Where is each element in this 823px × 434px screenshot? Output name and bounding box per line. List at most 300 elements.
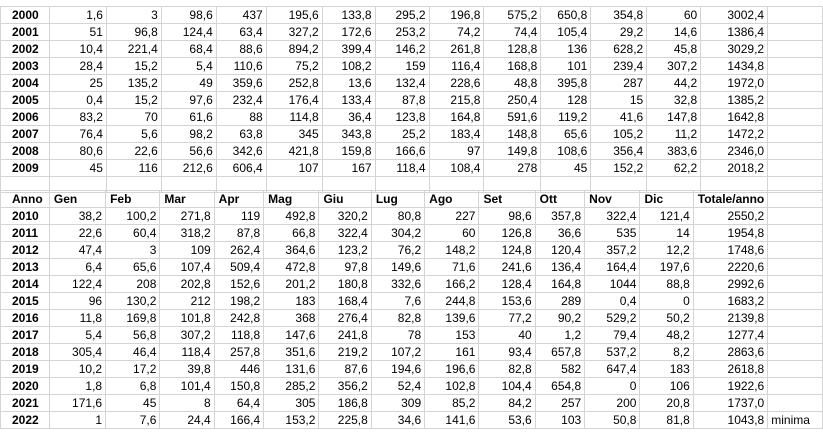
value-cell[interactable]: 383,6: [647, 143, 701, 160]
value-cell[interactable]: 124,8: [479, 242, 535, 259]
value-cell[interactable]: 200: [585, 395, 640, 412]
value-cell[interactable]: 262,4: [214, 242, 264, 259]
value-cell[interactable]: 121,4: [640, 208, 693, 225]
value-cell[interactable]: 36,4: [322, 109, 375, 126]
value-cell[interactable]: 135,2: [106, 75, 161, 92]
value-cell[interactable]: 77,2: [479, 310, 535, 327]
value-cell[interactable]: 10,2: [49, 361, 105, 378]
value-cell[interactable]: 169,8: [106, 310, 160, 327]
value-cell[interactable]: 11,2: [647, 126, 701, 143]
value-cell[interactable]: 0,4: [585, 293, 640, 310]
value-cell[interactable]: 276,4: [319, 310, 371, 327]
value-cell[interactable]: 34,6: [371, 412, 424, 429]
empty-cell[interactable]: [768, 191, 823, 208]
column-header[interactable]: Gen: [49, 191, 105, 208]
value-cell[interactable]: 101: [541, 58, 591, 75]
value-cell[interactable]: 359,6: [216, 75, 266, 92]
note-cell[interactable]: [768, 259, 823, 276]
value-cell[interactable]: 14: [640, 225, 693, 242]
value-cell[interactable]: 168,4: [319, 293, 371, 310]
value-cell[interactable]: 147,8: [647, 109, 701, 126]
value-cell[interactable]: 62,2: [647, 160, 701, 177]
year-cell[interactable]: 2016: [1, 310, 50, 327]
value-cell[interactable]: 3002,4: [701, 7, 768, 24]
value-cell[interactable]: 47,4: [49, 242, 105, 259]
value-cell[interactable]: 3: [106, 7, 161, 24]
value-cell[interactable]: 78: [371, 327, 424, 344]
value-cell[interactable]: 147,6: [264, 327, 319, 344]
value-cell[interactable]: 136,4: [535, 259, 585, 276]
value-cell[interactable]: 492,8: [264, 208, 319, 225]
value-cell[interactable]: 148,8: [484, 126, 541, 143]
value-cell[interactable]: 208: [106, 276, 160, 293]
value-cell[interactable]: 1922,6: [693, 378, 767, 395]
value-cell[interactable]: 212,6: [161, 160, 216, 177]
value-cell[interactable]: 133,4: [322, 92, 375, 109]
value-cell[interactable]: 215,8: [429, 92, 484, 109]
value-cell[interactable]: 96,8: [106, 24, 161, 41]
value-cell[interactable]: 357,2: [585, 242, 640, 259]
value-cell[interactable]: 44,2: [647, 75, 701, 92]
value-cell[interactable]: 52,4: [371, 378, 424, 395]
year-cell[interactable]: 2017: [1, 327, 50, 344]
value-cell[interactable]: 25: [49, 75, 106, 92]
value-cell[interactable]: 15: [591, 92, 647, 109]
value-cell[interactable]: 252,8: [266, 75, 322, 92]
note-cell[interactable]: [768, 378, 823, 395]
value-cell[interactable]: 307,2: [647, 58, 701, 75]
value-cell[interactable]: 116: [106, 160, 161, 177]
value-cell[interactable]: 166,2: [425, 276, 479, 293]
value-cell[interactable]: 108,2: [322, 58, 375, 75]
rainfall-table-2010-2022[interactable]: [0, 190, 823, 429]
value-cell[interactable]: 80,8: [371, 208, 424, 225]
value-cell[interactable]: 118,4: [160, 344, 214, 361]
value-cell[interactable]: 186,8: [319, 395, 371, 412]
value-cell[interactable]: 28,4: [49, 58, 106, 75]
value-cell[interactable]: 164,8: [535, 276, 585, 293]
value-cell[interactable]: 85,2: [425, 395, 479, 412]
value-cell[interactable]: 537,2: [585, 344, 640, 361]
value-cell[interactable]: 472,8: [264, 259, 319, 276]
value-cell[interactable]: 1: [49, 412, 105, 429]
value-cell[interactable]: 228,6: [429, 75, 484, 92]
value-cell[interactable]: 98,6: [161, 7, 216, 24]
value-cell[interactable]: 271,8: [160, 208, 214, 225]
value-cell[interactable]: 100,2: [106, 208, 160, 225]
value-cell[interactable]: 535: [585, 225, 640, 242]
year-cell[interactable]: 2000: [1, 7, 50, 24]
value-cell[interactable]: 241,8: [319, 327, 371, 344]
value-cell[interactable]: 106: [640, 378, 693, 395]
note-cell[interactable]: [768, 361, 823, 378]
value-cell[interactable]: 128,4: [479, 276, 535, 293]
value-cell[interactable]: 2346,0: [701, 143, 768, 160]
note-cell[interactable]: [768, 225, 823, 242]
value-cell[interactable]: 261,8: [429, 41, 484, 58]
value-cell[interactable]: 90,2: [535, 310, 585, 327]
value-cell[interactable]: 108,4: [429, 160, 484, 177]
value-cell[interactable]: 244,8: [425, 293, 479, 310]
value-cell[interactable]: 48,2: [640, 327, 693, 344]
value-cell[interactable]: 201,2: [264, 276, 319, 293]
value-cell[interactable]: 0: [640, 293, 693, 310]
value-cell[interactable]: 68,4: [161, 41, 216, 58]
year-cell[interactable]: 2001: [1, 24, 50, 41]
value-cell[interactable]: 97: [429, 143, 484, 160]
value-cell[interactable]: 118,4: [375, 160, 429, 177]
note-cell[interactable]: [768, 208, 823, 225]
value-cell[interactable]: 87,6: [319, 361, 371, 378]
value-cell[interactable]: 51: [49, 24, 106, 41]
value-cell[interactable]: 318,2: [160, 225, 214, 242]
value-cell[interactable]: 108,6: [541, 143, 591, 160]
value-cell[interactable]: 212: [160, 293, 214, 310]
value-cell[interactable]: 364,6: [264, 242, 319, 259]
year-cell[interactable]: 2009: [1, 160, 50, 177]
value-cell[interactable]: 354,8: [591, 7, 647, 24]
value-cell[interactable]: 11,8: [49, 310, 105, 327]
value-cell[interactable]: 8,2: [640, 344, 693, 361]
value-cell[interactable]: 1043,8: [693, 412, 767, 429]
year-cell[interactable]: 2011: [1, 225, 50, 242]
value-cell[interactable]: 159,8: [322, 143, 375, 160]
value-cell[interactable]: 176,4: [266, 92, 322, 109]
value-cell[interactable]: 1277,4: [693, 327, 767, 344]
value-cell[interactable]: 83,2: [49, 109, 106, 126]
value-cell[interactable]: 591,6: [484, 109, 541, 126]
value-cell[interactable]: 242,8: [214, 310, 264, 327]
value-cell[interactable]: 650,8: [541, 7, 591, 24]
value-cell[interactable]: 98,2: [161, 126, 216, 143]
value-cell[interactable]: 32,8: [647, 92, 701, 109]
value-cell[interactable]: 647,4: [585, 361, 640, 378]
value-cell[interactable]: 105,4: [541, 24, 591, 41]
value-cell[interactable]: 15,2: [106, 92, 161, 109]
value-cell[interactable]: 14,6: [647, 24, 701, 41]
note-cell[interactable]: [768, 7, 823, 24]
value-cell[interactable]: 399,4: [322, 41, 375, 58]
note-cell[interactable]: [768, 276, 823, 293]
value-cell[interactable]: 150,8: [214, 378, 264, 395]
year-cell[interactable]: 2004: [1, 75, 50, 92]
value-cell[interactable]: 202,8: [160, 276, 214, 293]
value-cell[interactable]: 225,8: [319, 412, 371, 429]
value-cell[interactable]: 22,6: [106, 143, 161, 160]
value-cell[interactable]: 168,8: [484, 58, 541, 75]
value-cell[interactable]: 3029,2: [701, 41, 768, 58]
value-cell[interactable]: 1472,2: [701, 126, 768, 143]
note-cell[interactable]: [768, 327, 823, 344]
value-cell[interactable]: 66,8: [264, 225, 319, 242]
value-cell[interactable]: 22,6: [49, 225, 105, 242]
value-cell[interactable]: 332,6: [371, 276, 424, 293]
value-cell[interactable]: 107,4: [160, 259, 214, 276]
value-cell[interactable]: 12,2: [640, 242, 693, 259]
value-cell[interactable]: 97,8: [319, 259, 371, 276]
value-cell[interactable]: 84,2: [479, 395, 535, 412]
value-cell[interactable]: 119: [214, 208, 264, 225]
value-cell[interactable]: 96: [49, 293, 105, 310]
value-cell[interactable]: 894,2: [266, 41, 322, 58]
value-cell[interactable]: 1737,0: [693, 395, 767, 412]
note-cell[interactable]: [768, 41, 823, 58]
value-cell[interactable]: 1,2: [535, 327, 585, 344]
value-cell[interactable]: 29,2: [591, 24, 647, 41]
column-header[interactable]: Feb: [106, 191, 160, 208]
value-cell[interactable]: 198,2: [214, 293, 264, 310]
value-cell[interactable]: 148,2: [425, 242, 479, 259]
value-cell[interactable]: 13,6: [322, 75, 375, 92]
value-cell[interactable]: 196,8: [429, 7, 484, 24]
value-cell[interactable]: 5,4: [49, 327, 105, 344]
value-cell[interactable]: 305,4: [49, 344, 105, 361]
value-cell[interactable]: 88: [216, 109, 266, 126]
value-cell[interactable]: 164,8: [429, 109, 484, 126]
year-cell[interactable]: 2008: [1, 143, 50, 160]
column-header[interactable]: Lug: [371, 191, 424, 208]
column-header[interactable]: Giu: [319, 191, 371, 208]
value-cell[interactable]: 76,2: [371, 242, 424, 259]
note-cell[interactable]: [768, 293, 823, 310]
value-cell[interactable]: 53,6: [479, 412, 535, 429]
value-cell[interactable]: 88,8: [640, 276, 693, 293]
note-cell[interactable]: [768, 143, 823, 160]
value-cell[interactable]: 88,6: [216, 41, 266, 58]
value-cell[interactable]: 0,4: [49, 92, 106, 109]
year-cell[interactable]: 2003: [1, 58, 50, 75]
value-cell[interactable]: 628,2: [591, 41, 647, 58]
value-cell[interactable]: 327,2: [266, 24, 322, 41]
value-cell[interactable]: 141,6: [425, 412, 479, 429]
value-cell[interactable]: 60: [425, 225, 479, 242]
value-cell[interactable]: 227: [425, 208, 479, 225]
value-cell[interactable]: 395,8: [541, 75, 591, 92]
value-cell[interactable]: 368: [264, 310, 319, 327]
value-cell[interactable]: 10,4: [49, 41, 106, 58]
value-cell[interactable]: 131,6: [264, 361, 319, 378]
value-cell[interactable]: 1954,8: [693, 225, 767, 242]
value-cell[interactable]: 101,4: [160, 378, 214, 395]
year-cell[interactable]: 2002: [1, 41, 50, 58]
value-cell[interactable]: 74,2: [429, 24, 484, 41]
year-cell[interactable]: 2014: [1, 276, 50, 293]
value-cell[interactable]: 7,6: [371, 293, 424, 310]
value-cell[interactable]: 76,4: [49, 126, 106, 143]
value-cell[interactable]: 342,6: [216, 143, 266, 160]
value-cell[interactable]: 421,8: [266, 143, 322, 160]
value-cell[interactable]: 110,6: [216, 58, 266, 75]
value-cell[interactable]: 45: [106, 395, 160, 412]
value-cell[interactable]: 25,2: [375, 126, 429, 143]
value-cell[interactable]: 105,2: [591, 126, 647, 143]
column-header[interactable]: Nov: [585, 191, 640, 208]
value-cell[interactable]: 116,4: [429, 58, 484, 75]
value-cell[interactable]: 2220,6: [693, 259, 767, 276]
value-cell[interactable]: 356,4: [591, 143, 647, 160]
year-cell[interactable]: 2015: [1, 293, 50, 310]
value-cell[interactable]: 309: [371, 395, 424, 412]
note-cell[interactable]: [768, 310, 823, 327]
value-cell[interactable]: 253,2: [375, 24, 429, 41]
column-header[interactable]: Set: [479, 191, 535, 208]
year-cell[interactable]: 2018: [1, 344, 50, 361]
note-cell[interactable]: [768, 126, 823, 143]
value-cell[interactable]: 109: [160, 242, 214, 259]
value-cell[interactable]: 305: [264, 395, 319, 412]
value-cell[interactable]: 289: [535, 293, 585, 310]
value-cell[interactable]: 241,6: [479, 259, 535, 276]
value-cell[interactable]: 56,8: [106, 327, 160, 344]
column-header[interactable]: Totale/anno: [693, 191, 767, 208]
year-cell[interactable]: 2006: [1, 109, 50, 126]
value-cell[interactable]: 149,6: [371, 259, 424, 276]
value-cell[interactable]: 0: [585, 378, 640, 395]
value-cell[interactable]: 257,8: [214, 344, 264, 361]
value-cell[interactable]: 6,4: [49, 259, 105, 276]
value-cell[interactable]: 114,8: [266, 109, 322, 126]
value-cell[interactable]: 122,4: [49, 276, 105, 293]
year-cell[interactable]: 2013: [1, 259, 50, 276]
value-cell[interactable]: 17,2: [106, 361, 160, 378]
value-cell[interactable]: 166,6: [375, 143, 429, 160]
year-cell[interactable]: 2019: [1, 361, 50, 378]
value-cell[interactable]: 304,2: [371, 225, 424, 242]
value-cell[interactable]: 278: [484, 160, 541, 177]
value-cell[interactable]: 197,6: [640, 259, 693, 276]
year-cell[interactable]: 2022: [1, 412, 50, 429]
value-cell[interactable]: 295,2: [375, 7, 429, 24]
value-cell[interactable]: 63,4: [216, 24, 266, 41]
value-cell[interactable]: 287: [591, 75, 647, 92]
value-cell[interactable]: 161: [425, 344, 479, 361]
value-cell[interactable]: 1972,0: [701, 75, 768, 92]
value-cell[interactable]: 307,2: [160, 327, 214, 344]
value-cell[interactable]: 119,2: [541, 109, 591, 126]
value-cell[interactable]: 172,6: [322, 24, 375, 41]
value-cell[interactable]: 45: [49, 160, 106, 177]
value-cell[interactable]: 196,6: [425, 361, 479, 378]
value-cell[interactable]: 167: [322, 160, 375, 177]
value-cell[interactable]: 2992,6: [693, 276, 767, 293]
value-cell[interactable]: 1,8: [49, 378, 105, 395]
value-cell[interactable]: 219,2: [319, 344, 371, 361]
value-cell[interactable]: 70: [106, 109, 161, 126]
year-cell[interactable]: 2021: [1, 395, 50, 412]
value-cell[interactable]: 20,8: [640, 395, 693, 412]
value-cell[interactable]: 128,8: [484, 41, 541, 58]
value-cell[interactable]: 171,6: [49, 395, 105, 412]
value-cell[interactable]: 64,4: [214, 395, 264, 412]
value-cell[interactable]: 2550,2: [693, 208, 767, 225]
note-cell[interactable]: [768, 344, 823, 361]
value-cell[interactable]: 15,2: [106, 58, 161, 75]
value-cell[interactable]: 71,6: [425, 259, 479, 276]
value-cell[interactable]: 322,4: [319, 225, 371, 242]
value-cell[interactable]: 136: [541, 41, 591, 58]
value-cell[interactable]: 5,6: [106, 126, 161, 143]
value-cell[interactable]: 75,2: [266, 58, 322, 75]
value-cell[interactable]: 194,6: [371, 361, 424, 378]
value-cell[interactable]: 98,6: [479, 208, 535, 225]
value-cell[interactable]: 87,8: [214, 225, 264, 242]
value-cell[interactable]: 36,6: [535, 225, 585, 242]
note-cell[interactable]: [768, 395, 823, 412]
year-cell[interactable]: 2010: [1, 208, 50, 225]
value-cell[interactable]: 2139,8: [693, 310, 767, 327]
column-header[interactable]: Anno: [1, 191, 50, 208]
value-cell[interactable]: 153: [425, 327, 479, 344]
value-cell[interactable]: 166,4: [214, 412, 264, 429]
column-header[interactable]: Apr: [214, 191, 264, 208]
note-cell[interactable]: [768, 160, 823, 177]
value-cell[interactable]: 446: [214, 361, 264, 378]
value-cell[interactable]: 657,8: [535, 344, 585, 361]
value-cell[interactable]: 97,6: [161, 92, 216, 109]
year-cell[interactable]: 2012: [1, 242, 50, 259]
value-cell[interactable]: 183,4: [429, 126, 484, 143]
value-cell[interactable]: 1683,2: [693, 293, 767, 310]
value-cell[interactable]: 107: [266, 160, 322, 177]
value-cell[interactable]: 232,4: [216, 92, 266, 109]
value-cell[interactable]: 183: [264, 293, 319, 310]
column-header[interactable]: Dic: [640, 191, 693, 208]
value-cell[interactable]: 1044: [585, 276, 640, 293]
value-cell[interactable]: 529,2: [585, 310, 640, 327]
value-cell[interactable]: 80,6: [49, 143, 106, 160]
value-cell[interactable]: 63,8: [216, 126, 266, 143]
value-cell[interactable]: 2863,6: [693, 344, 767, 361]
value-cell[interactable]: 152,2: [591, 160, 647, 177]
value-cell[interactable]: 126,8: [479, 225, 535, 242]
value-cell[interactable]: 45,8: [647, 41, 701, 58]
note-cell[interactable]: [768, 75, 823, 92]
year-cell[interactable]: 2005: [1, 92, 50, 109]
value-cell[interactable]: 40: [479, 327, 535, 344]
value-cell[interactable]: 146,2: [375, 41, 429, 58]
note-cell[interactable]: [768, 109, 823, 126]
value-cell[interactable]: 351,6: [264, 344, 319, 361]
value-cell[interactable]: 1,6: [49, 7, 106, 24]
value-cell[interactable]: 5,4: [161, 58, 216, 75]
value-cell[interactable]: 24,4: [160, 412, 214, 429]
year-cell[interactable]: 2020: [1, 378, 50, 395]
value-cell[interactable]: 356,2: [319, 378, 371, 395]
value-cell[interactable]: 41,6: [591, 109, 647, 126]
value-cell[interactable]: 1386,4: [701, 24, 768, 41]
value-cell[interactable]: 153,6: [479, 293, 535, 310]
year-cell[interactable]: 2007: [1, 126, 50, 143]
value-cell[interactable]: 133,8: [322, 7, 375, 24]
value-cell[interactable]: 38,2: [49, 208, 105, 225]
value-cell[interactable]: 118,8: [214, 327, 264, 344]
note-cell[interactable]: minima: [768, 412, 823, 429]
value-cell[interactable]: 124,4: [161, 24, 216, 41]
value-cell[interactable]: 82,8: [371, 310, 424, 327]
value-cell[interactable]: 221,4: [106, 41, 161, 58]
value-cell[interactable]: 343,8: [322, 126, 375, 143]
value-cell[interactable]: 101,8: [160, 310, 214, 327]
value-cell[interactable]: 61,6: [161, 109, 216, 126]
value-cell[interactable]: 8: [160, 395, 214, 412]
value-cell[interactable]: 582: [535, 361, 585, 378]
value-cell[interactable]: 93,4: [479, 344, 535, 361]
value-cell[interactable]: 49: [161, 75, 216, 92]
value-cell[interactable]: 1434,8: [701, 58, 768, 75]
value-cell[interactable]: 123,8: [375, 109, 429, 126]
note-cell[interactable]: [768, 92, 823, 109]
value-cell[interactable]: 130,2: [106, 293, 160, 310]
